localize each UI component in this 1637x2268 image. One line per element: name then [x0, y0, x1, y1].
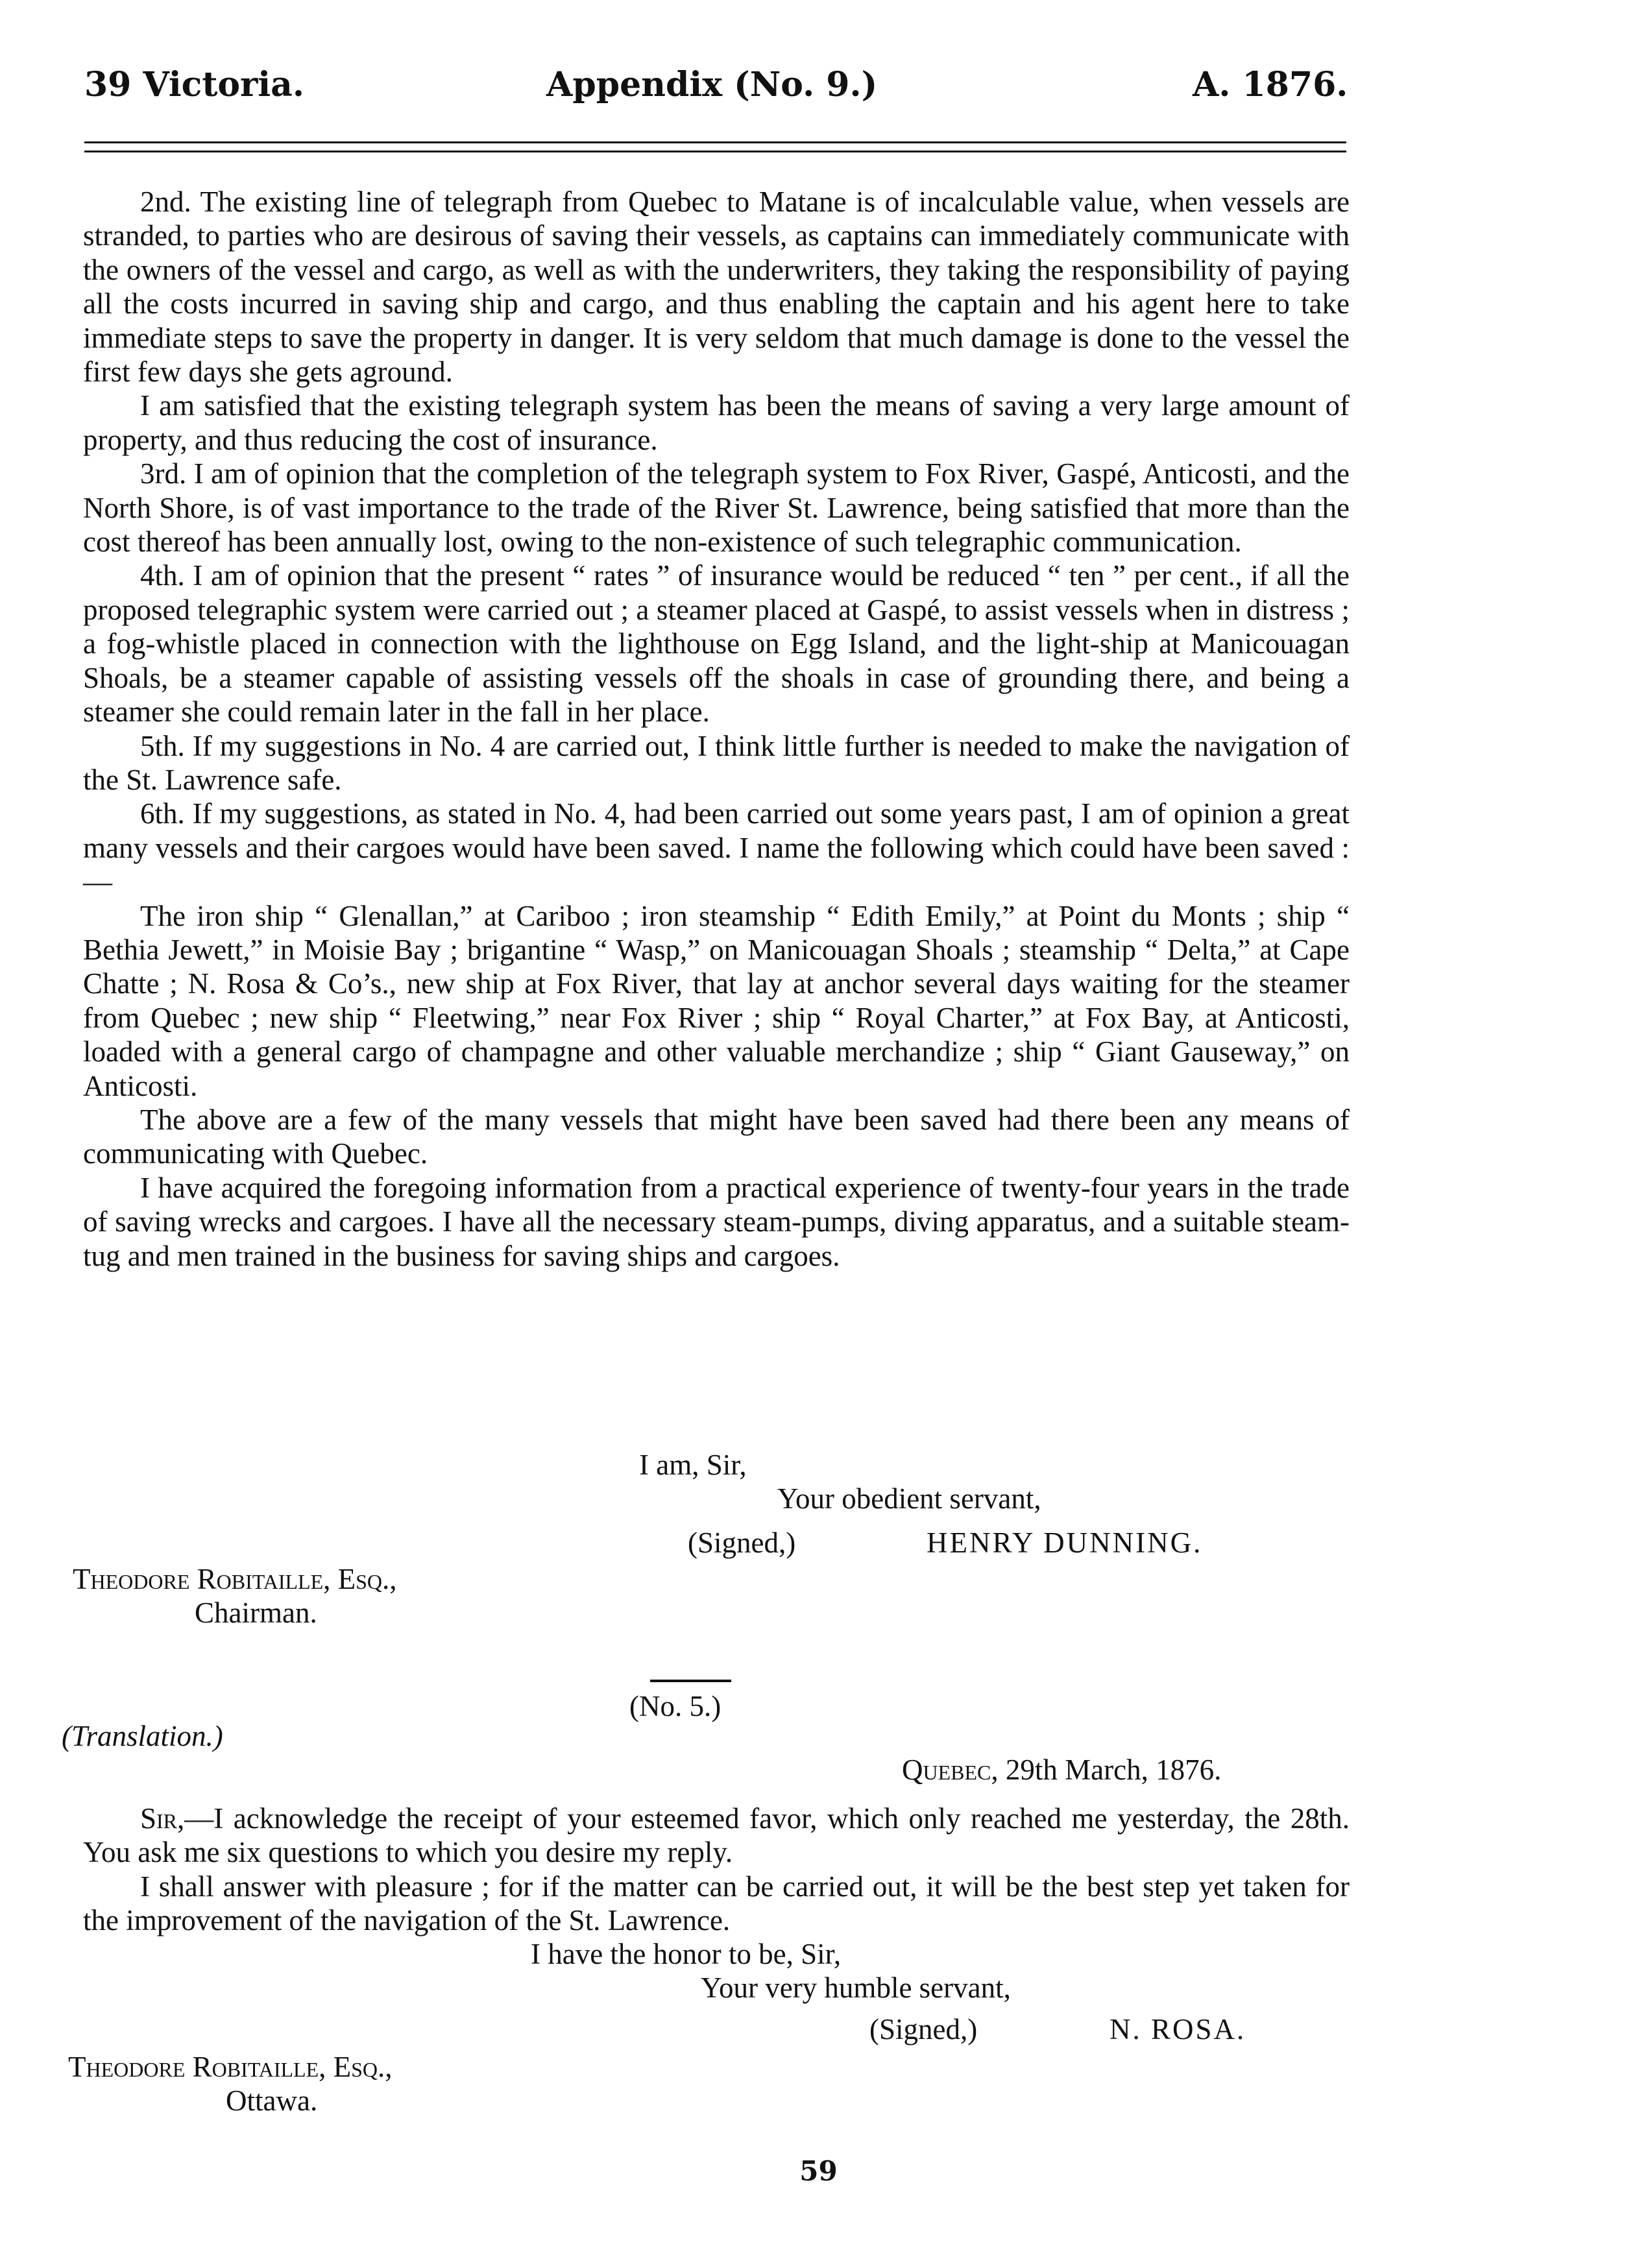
- section-divider: [650, 1680, 731, 1682]
- letter-body: [83, 185, 1350, 1273]
- paragraph: I am satisfied that the existing telegraph system has been the means of saving a very large amount of property, and thus reducing the cost of insurance.: [83, 389, 1350, 456]
- addressee-city: Ottawa.: [226, 2084, 318, 2117]
- header-session: 39 Victoria.: [84, 65, 304, 104]
- letter-body-2: [83, 1802, 1350, 1938]
- header-rule-bottom: [84, 151, 1346, 152]
- closing-line: Your obedient servant,: [777, 1482, 1041, 1515]
- translation-note: (Translation.): [62, 1720, 223, 1752]
- running-header: [0, 65, 1637, 130]
- closing-line: I have the honor to be, Sir,: [531, 1938, 842, 1970]
- page-number: 59: [799, 2155, 838, 2187]
- paragraph: I have acquired the foregoing information from a practical experience of twenty-four years in the trade of saving wrecks and cargoes. I have all the necessary steam-pumps, diving apparatus, and a suitable steam-tug and men trained in the business for saving ships and cargoes.: [83, 1171, 1350, 1272]
- salutation: Sir,: [140, 1802, 185, 1835]
- date: 29th March, 1876.: [1005, 1754, 1222, 1786]
- header-appendix: Appendix (No. 9.): [546, 65, 878, 104]
- header-year: A. 1876.: [1193, 65, 1348, 104]
- letter-number: (No. 5.): [629, 1690, 721, 1722]
- paragraph: 2nd. The existing line of telegraph from Quebec to Matane is of incalculable value, when vessels are stranded, to parties who are desirous of saving their vessels, as captains can immediately communicate with the owners of the vessel and cargo, as well as with the underwriters, they taking the responsibility of paying all the costs incurred in saving ship and cargo, and thus enabling the captain and his agent here to take immediate steps to save the property in danger. It is very seldom that much damage is done to the vessel the first few days she gets aground.: [83, 186, 1350, 389]
- paragraph: 3rd. I am of opinion that the completion of the telegraph system to Fox River, Gaspé, Anticosti, and the North Shore, is of vast importance to the trade of the River St. Lawrence, being satisfied that more than the cost thereof has been annually lost, owing to the non-existence of such telegraphic communication.: [83, 457, 1350, 559]
- paragraph-text: —I acknowledge the receipt of your esteemed favor, which only reached me yesterday, the 28th. You ask me six questions to which you desire my reply.: [83, 1802, 1350, 1869]
- signature: HENRY DUNNING.: [927, 1526, 1203, 1559]
- header-rule-top: [84, 141, 1346, 143]
- signed-label: (Signed,): [869, 2013, 978, 2045]
- signed-label: (Signed,): [688, 1526, 796, 1559]
- closing-line: I am, Sir,: [639, 1449, 747, 1481]
- paragraph: 6th. If my suggestions, as stated in No. 4, had been carried out some years past, I am of opinion a great many vessels and their cargoes would have been saved. I name the following which could have been saved :—: [83, 797, 1350, 899]
- dateline: [902, 1753, 1221, 1787]
- addressee-name: Theodore Robitaille, Esq.,: [68, 2051, 393, 2083]
- paragraph: 4th. I am of opinion that the present “ rates ” of insurance would be reduced “ ten ” per cent., if all the proposed telegraphic system were carried out ; a steamer placed at Gaspé, to assist vessels when in distress ; a fog-whistle placed in connection with the lighthouse on Egg Island, and the light-ship at Manicouagan Shoals, be a steamer capable of assisting vessels off the shoals in case of grounding there, and being a steamer she could remain later in the fall in her place.: [83, 559, 1350, 729]
- closing-line: Your very humble servant,: [701, 1972, 1011, 2004]
- addressee-name: Theodore Robitaille, Esq.,: [73, 1563, 397, 1595]
- paragraph: 5th. If my suggestions in No. 4 are carried out, I think little further is needed to make the navigation of the St. Lawrence safe.: [83, 729, 1350, 796]
- addressee-title: Chairman.: [195, 1597, 317, 1629]
- signature: N. ROSA.: [1110, 2013, 1246, 2045]
- paragraph: [83, 1802, 1350, 1870]
- paragraph: The above are a few of the many vessels that might have been saved had there been any means of communicating with Quebec.: [83, 1103, 1350, 1170]
- paragraph: I shall answer with pleasure ; for if the matter can be carried out, it will be the best step yet taken for the improvement of the navigation of the St. Lawrence.: [83, 1870, 1350, 1937]
- place: Quebec,: [902, 1754, 999, 1786]
- paragraph: The iron ship “ Glenallan,” at Cariboo ; iron steamship “ Edith Emily,” at Point du Monts ; ship “ Bethia Jewett,” in Moisie Bay ; brigantine “ Wasp,” on Manicouagan Shoals ; steamship “ Delta,” at Cape Chatte ; N. Rosa & Co’s., new ship at Fox River, that lay at anchor several days waiting for the steamer from Quebec ; new ship “ Fleetwing,” near Fox River ; ship “ Royal Charter,” at Fox Bay, at Anticosti, loaded with a general cargo of champagne and other valuable merchandize ; ship “ Giant Gauseway,” on Anticosti.: [83, 899, 1350, 1102]
